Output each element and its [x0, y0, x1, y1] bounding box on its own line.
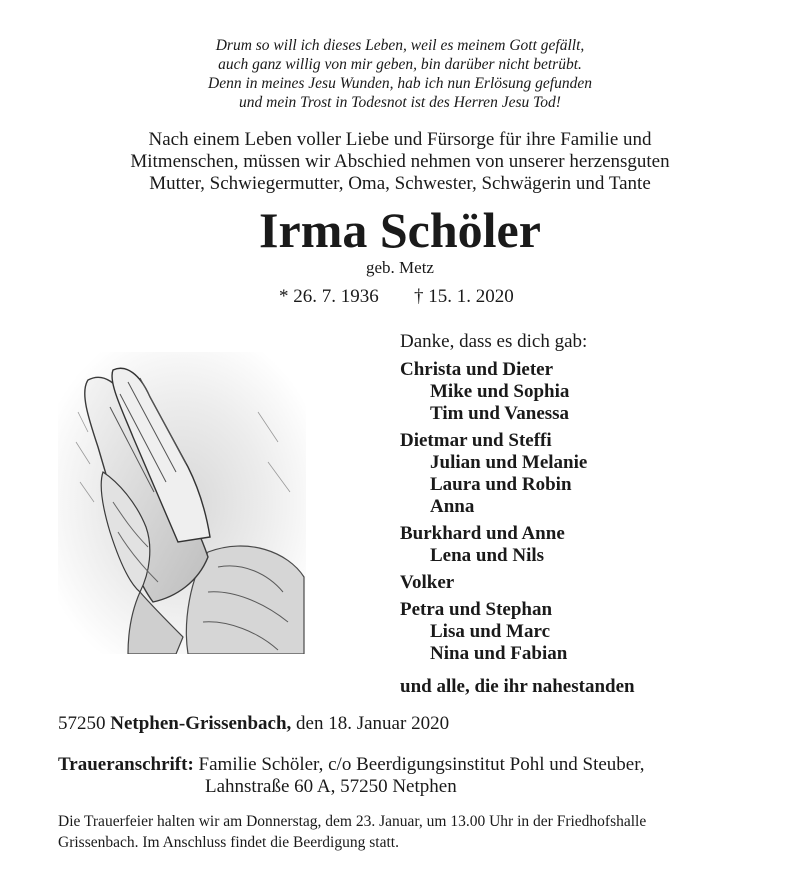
- family-head: Volker: [400, 572, 455, 593]
- birth-date: * 26. 7. 1936: [279, 286, 379, 307]
- family-head: Christa und Dieter: [400, 359, 554, 380]
- family-member: Tim und Vanessa: [430, 403, 570, 424]
- address-label: Traueranschrift:: [58, 754, 194, 775]
- verse-line: und mein Trost in Todesnot ist des Herren Jesu Tod!: [239, 94, 561, 111]
- family-member: Nina und Fabian: [430, 643, 568, 664]
- family-member: Anna: [430, 496, 475, 517]
- service-line: Die Trauerfeier halten wir am Donnerstag, dem 23. Januar, um 13.00 Uhr in der Friedhofshalle: [58, 813, 647, 830]
- verse: [0, 36, 800, 112]
- family-head: Burkhard und Anne: [400, 523, 565, 544]
- intro-line: Mutter, Schwiegermutter, Oma, Schwester, Schwägerin und Tante: [149, 173, 651, 194]
- intro-text: [0, 129, 800, 195]
- praying-hands-image: [58, 352, 306, 654]
- town: Netphen-Grissenbach,: [110, 713, 292, 734]
- thanks-closing: und alle, die ihr nahestanden: [400, 676, 635, 697]
- postcode: 57250: [58, 713, 106, 734]
- family-head: Dietmar und Steffi: [400, 430, 552, 451]
- verse-line: Denn in meines Jesu Wunden, hab ich nun Erlösung gefunden: [208, 75, 592, 92]
- intro-line: Mitmenschen, müssen wir Abschied nehmen von unserer herzensguten: [130, 151, 670, 172]
- family-group: [400, 523, 635, 567]
- mourning-address: [58, 754, 645, 798]
- intro-line: Nach einem Leben voller Liebe und Fürsorge für ihre Familie und: [148, 129, 652, 150]
- place-and-date: [58, 713, 449, 735]
- deceased-name: Irma Schöler: [259, 202, 541, 258]
- family-group: [400, 359, 635, 425]
- verse-line: Drum so will ich dieses Leben, weil es meinem Gott gefällt,: [215, 37, 585, 54]
- thanks-lead: Danke, dass es dich gab:: [400, 331, 588, 352]
- family-member: Lena und Nils: [430, 545, 545, 566]
- thanks-list: [400, 331, 635, 698]
- address-line: Familie Schöler, c/o Beerdigungsinstitut Pohl und Steuber,: [198, 754, 645, 775]
- verse-line: auch ganz willig von mir geben, bin darüber nicht betrübt.: [218, 56, 582, 73]
- birth-name: geb. Metz: [366, 258, 434, 277]
- family-head: Petra und Stephan: [400, 599, 553, 620]
- service-line: Grissenbach. Im Anschluss findet die Beerdigung statt.: [58, 834, 399, 851]
- family-group: [400, 599, 635, 665]
- address-line: Lahnstraße 60 A, 57250 Netphen: [205, 776, 457, 797]
- date: den 18. Januar 2020: [296, 713, 450, 734]
- service-notice: [58, 811, 748, 853]
- family-member: Julian und Melanie: [430, 452, 588, 473]
- family-member: Lisa und Marc: [430, 621, 551, 642]
- family-group: [400, 572, 635, 594]
- death-date: † 15. 1. 2020: [414, 286, 514, 307]
- family-member: Laura und Robin: [430, 474, 572, 495]
- family-member: Mike und Sophia: [430, 381, 570, 402]
- family-group: [400, 430, 635, 518]
